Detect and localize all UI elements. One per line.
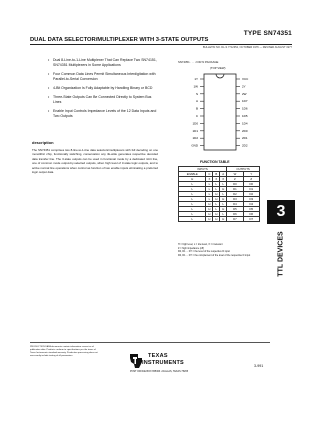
production-data-disclaimer: PRODUCTION DATA documents contain information current as of publication date. Products conform to specifications per the terms of Texas Instruments standard warranty. Production processing does not necessarily include testing of all parameters. xyxy=(30,346,98,357)
table-cell: L xyxy=(220,192,227,197)
pin-label: 1D1 xyxy=(192,128,198,133)
table-cell: D3 xyxy=(243,197,259,202)
table-cell: L xyxy=(220,202,227,207)
table-cell: D6 xyxy=(227,212,243,217)
section-tab-text: TTL DEVICES xyxy=(277,231,285,277)
footer-rule xyxy=(30,342,270,343)
table-cell: L xyxy=(213,187,220,192)
brand-line-2: INSTRUMENTS xyxy=(142,360,184,366)
table-column-header: Y xyxy=(243,172,259,177)
table-cell: H xyxy=(206,207,213,212)
table-cell: L xyxy=(179,207,206,212)
table-cell: L xyxy=(206,187,213,192)
pin-label: 1D4 xyxy=(242,121,248,126)
document-title: DUAL DATA SELECTOR/MULTIPLEXER WITH 3-STATE OUTPUTS xyxy=(30,37,209,43)
table-cell: H xyxy=(213,212,220,217)
table-cell: D5 xyxy=(227,207,243,212)
table-cell: X xyxy=(213,177,220,182)
table-cell: L xyxy=(220,212,227,217)
pin-label: B xyxy=(195,106,198,111)
table-cell: L xyxy=(179,182,206,187)
table-cell: L xyxy=(179,202,206,207)
table-cell: L xyxy=(179,187,206,192)
table-note: D0, D1 ... D7 = the complement of the level of the respective D input xyxy=(178,253,251,257)
function-table-title: FUNCTION TABLE xyxy=(200,160,230,164)
table-note: Z = high impedance (off) xyxy=(178,246,204,250)
pin-label: 1D0 xyxy=(192,121,198,126)
pin-label: 1D5 xyxy=(242,114,248,118)
table-cell: X xyxy=(220,177,227,182)
pin-label: 2W xyxy=(242,91,247,96)
table-column-header: W xyxy=(227,172,243,177)
page-number: 3-991 xyxy=(254,364,264,368)
table-note: H = high level, L = low level, X = irrelevant xyxy=(178,243,223,246)
pin-label: A xyxy=(195,99,198,104)
pin-label: S xyxy=(195,91,198,96)
table-cell: L xyxy=(213,207,220,212)
feature-item: • Four Common Data Lines Permit Simultaneous Interdigitation with Parallel-to-Serial Conversion xyxy=(48,72,158,82)
feature-item: • Three-State Outputs Can Be Connected Directly to System Bus Lines xyxy=(48,95,158,105)
feature-item: • 4-Bit Organization Is Fully Adaptable by Handling Binary or BCD xyxy=(48,86,158,91)
table-cell: H xyxy=(220,187,227,192)
table-cell: D2 xyxy=(227,192,243,197)
package-note: SN74351 . . . J OR N PACKAGE xyxy=(178,60,219,64)
pin-label: 1D6 xyxy=(242,106,248,111)
pin-label: 2D1 xyxy=(242,136,248,141)
table-cell: H xyxy=(206,212,213,217)
pin-label: 1D2 xyxy=(192,136,198,141)
table-cell: L xyxy=(206,182,213,187)
table-cell: L xyxy=(179,217,206,222)
pin-label: 2Y xyxy=(242,84,246,89)
section-tab-number: 3 xyxy=(267,200,295,224)
table-cell: D2 xyxy=(243,192,259,197)
header-rule xyxy=(30,44,292,45)
feature-item: • Dual 8-Line-to-1-Line Multiplexer That Can Replace Two SN74151, SN74351 Multiplexers in Some Applications xyxy=(48,58,158,68)
pin-label: 2D0 xyxy=(242,128,248,133)
table-cell: D4 xyxy=(227,202,243,207)
table-cell: H xyxy=(206,202,213,207)
table-column-header: ENABLE xyxy=(179,172,206,177)
package-pinout-diagram xyxy=(180,72,260,152)
table-cell: D7 xyxy=(243,217,259,222)
table-cell: H xyxy=(220,217,227,222)
inputs-group-header: INPUTS xyxy=(179,167,227,172)
pin-label: 1D7 xyxy=(242,99,248,104)
table-cell: D1 xyxy=(243,187,259,192)
table-cell: D1 xyxy=(227,187,243,192)
section-tab-label xyxy=(267,228,295,280)
table-cell: H xyxy=(213,197,220,202)
function-table-body xyxy=(179,177,260,222)
table-cell: H xyxy=(206,217,213,222)
table-cell: L xyxy=(220,182,227,187)
table-cell: H xyxy=(220,207,227,212)
outputs-group-header: OUTPUTS xyxy=(227,167,260,172)
type-title: TYPE SN74351 xyxy=(243,30,292,37)
table-cell: D6 xyxy=(243,212,259,217)
pin-label: C xyxy=(195,114,198,118)
table-cell: H xyxy=(213,217,220,222)
description-body: The SN74351 comprises two 8-line-to-1-line data selectors/multiplexers with full decoding on one monolithic chip, functionally switching, conservation any 4k-wide generates respective decoded data transfer line. The 3-state outputs can be used in functional mode by a dedicated 4-bit line, one of common mode output-by-selected outputs, when high level of 3-state logic outputs, and to active normal line operations when control as function of two enable inputs eliminating a preferred logic output data. xyxy=(32,148,158,175)
company-address: POST OFFICE BOX 655303 • DALLAS, TEXAS 75265 xyxy=(130,370,189,373)
table-cell: L xyxy=(206,192,213,197)
table-cell: D5 xyxy=(243,207,259,212)
table-column-header: B xyxy=(213,172,220,177)
table-column-header: A xyxy=(220,172,227,177)
pin-label: 2D2 xyxy=(242,143,248,148)
table-cell: L xyxy=(179,212,206,217)
table-cell: D0 xyxy=(243,182,259,187)
package-view-label: (TOP VIEW) xyxy=(210,66,226,70)
table-column-header: C xyxy=(206,172,213,177)
feature-list xyxy=(48,58,158,123)
function-table xyxy=(178,166,260,222)
table-cell: H xyxy=(213,192,220,197)
table-cell: L xyxy=(179,197,206,202)
table-cell: L xyxy=(206,197,213,202)
table-cell: D3 xyxy=(227,197,243,202)
pin-label: 1Y xyxy=(194,77,198,81)
table-cell: H xyxy=(220,197,227,202)
table-cell: X xyxy=(206,177,213,182)
brand-line-1: TEXAS xyxy=(148,353,168,359)
feature-item: • Enable Input Controls Impedance Levels of the 12 Data Inputs and Two Outputs xyxy=(48,109,158,119)
table-note: D0, D1 ... D7 = the level of the respective D input xyxy=(178,250,230,254)
description-heading: description xyxy=(32,140,54,145)
pin-label: GND xyxy=(191,143,198,148)
pin-label: VCC xyxy=(242,77,249,81)
ic-body xyxy=(204,74,236,150)
table-cell: Z xyxy=(243,177,259,182)
table-cell: L xyxy=(179,192,206,197)
table-cell: D4 xyxy=(243,202,259,207)
function-table-notes xyxy=(178,243,264,257)
table-cell: H xyxy=(179,177,206,182)
pin-label: 1W xyxy=(193,84,198,89)
revision-line: BULLETIN NO. DL-S 7712352, OCTOBER 1976 — REVISED AUGUST 1977 xyxy=(202,46,292,49)
table-cell: D7 xyxy=(227,217,243,222)
table-row xyxy=(179,217,260,222)
table-cell: D0 xyxy=(227,182,243,187)
table-cell: Z xyxy=(227,177,243,182)
table-cell: L xyxy=(213,182,220,187)
table-cell: L xyxy=(213,202,220,207)
